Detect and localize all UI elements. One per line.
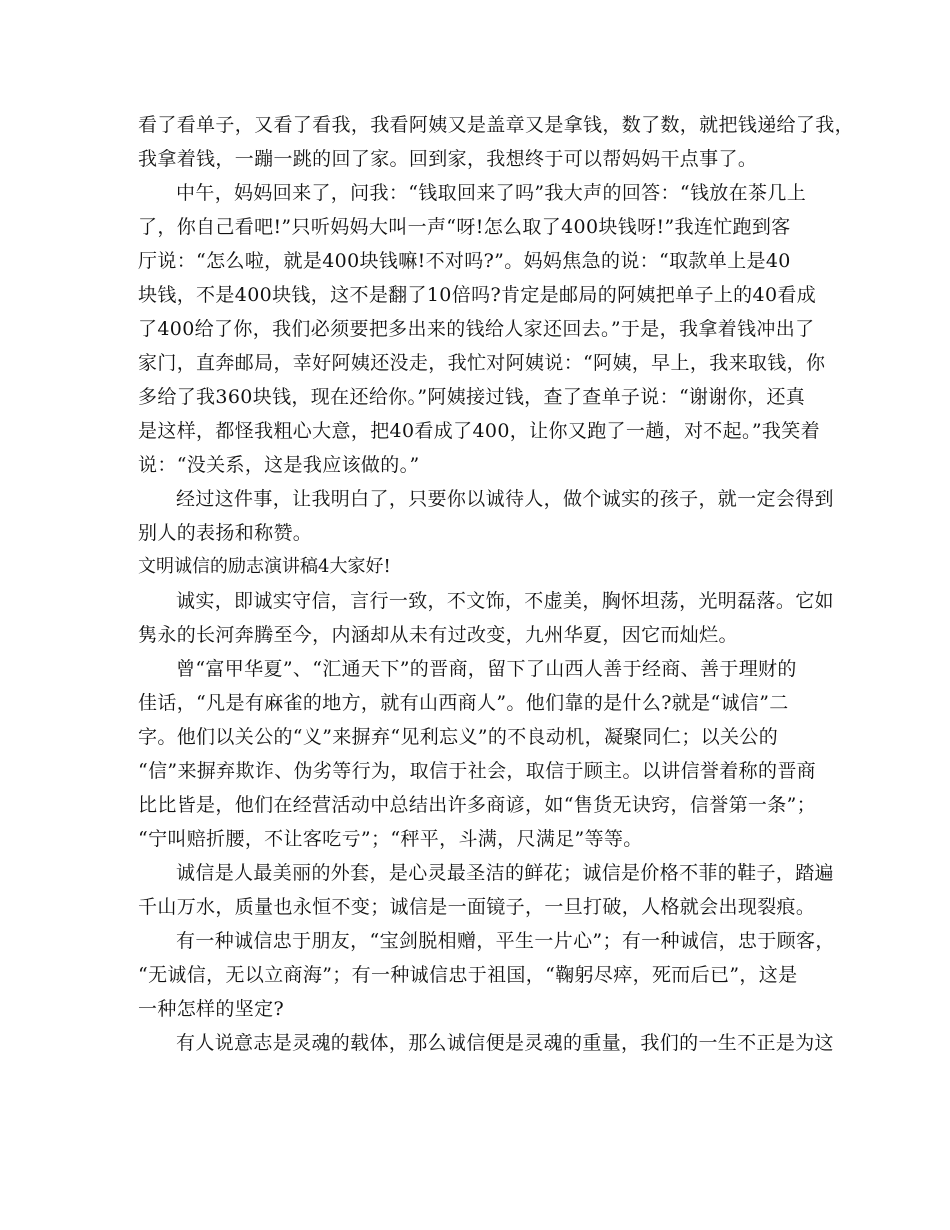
text-line: 多给了我360块钱，现在还给你。”阿姨接过钱，查了查单子说：“谢谢你，还真	[138, 386, 806, 408]
text-line: 经过这件事，让我明白了，只要你以诚待人，做个诚实的孩子，就一定会得到	[176, 488, 834, 510]
text-line: 看了看单子，又看了看我，我看阿姨又是盖章又是拿钱，数了数，就把钱递给了我，	[138, 114, 854, 136]
text-line: 厅说：“怎么啦，就是400块钱嘛!不对吗?”。妈妈焦急的说：“取款单上是40	[138, 250, 791, 272]
text-line: 有人说意志是灵魂的载体，那么诚信便是灵魂的重量，我们的一生不正是为这	[176, 1032, 834, 1054]
text-line: “信”来摒弃欺诈、伪劣等行为，取信于社会，取信于顾主。以讲信誉着称的晋商	[138, 760, 817, 782]
text-line: “宁叫赔折腰，不让客吃亏”；“秤平，斗满，尺满足”等等。	[138, 828, 643, 850]
text-line: 字。他们以关公的“义”来摒弃“见利忘义”的不良动机，凝聚同仁；以关公的	[138, 726, 779, 748]
text-line: 别人的表扬和称赞。	[138, 522, 313, 544]
text-line: 诚实，即诚实守信，言行一致，不文饰，不虚美，胸怀坦荡，光明磊落。它如	[176, 590, 834, 612]
text-line: 一种怎样的坚定?	[138, 998, 284, 1020]
text-line: “无诚信，无以立商海”；有一种诚信忠于祖国，“鞠躬尽瘁，死而后已”，这是	[138, 964, 798, 986]
text-line: 是这样，都怪我粗心大意，把40看成了400，让你又跑了一趟，对不起。”我笑着	[138, 420, 820, 442]
text-line: 块钱，不是400块钱，这不是翻了10倍吗?肯定是邮局的阿姨把单子上的40看成	[138, 284, 817, 306]
text-line: 诚信是人最美丽的外套，是心灵最圣洁的鲜花；诚信是价格不菲的鞋子，踏遍	[176, 862, 834, 884]
text-line: 了，你自己看吧!”只听妈妈大叫一声“呀!怎么取了400块钱呀!”我连忙跑到客	[138, 216, 791, 238]
text-line: 家门，直奔邮局，幸好阿姨还没走，我忙对阿姨说：“阿姨，早上，我来取钱，你	[138, 352, 826, 374]
text-line: 我拿着钱，一蹦一跳的回了家。回到家，我想终于可以帮妈妈干点事了。	[138, 148, 758, 170]
text-line: 曾“富甲华夏”、“汇通天下”的晋商，留下了山西人善于经商、善于理财的	[176, 658, 797, 680]
text-line: 中午，妈妈回来了，问我：“钱取回来了吗”我大声的回答：“钱放在茶几上	[176, 182, 807, 204]
text-line: 了400给了你，我们必须要把多出来的钱给人家还回去。”于是，我拿着钱冲出了	[138, 318, 815, 340]
section-heading: 文明诚信的励志演讲稿4大家好!	[138, 556, 391, 577]
text-line: 有一种诚信忠于朋友，“宝剑脱相赠，平生一片心”；有一种诚信，忠于顾客，	[176, 930, 835, 952]
text-line: 比比皆是，他们在经营活动中总结出许多商谚，如“售货无诀窍，信誉第一条”；	[138, 794, 817, 816]
text-line: 隽永的长河奔腾至今，内涵却从未有过改变，九州华夏，因它而灿烂。	[138, 624, 738, 646]
text-line: 千山万水，质量也永恒不变；诚信是一面镜子，一旦打破，人格就会出现裂痕。	[138, 896, 816, 918]
text-line: 说：“没关系，这是我应该做的。”	[138, 454, 420, 476]
text-line: 佳话，“凡是有麻雀的地方，就有山西商人”。他们靠的是什么?就是“诚信”二	[138, 692, 789, 714]
